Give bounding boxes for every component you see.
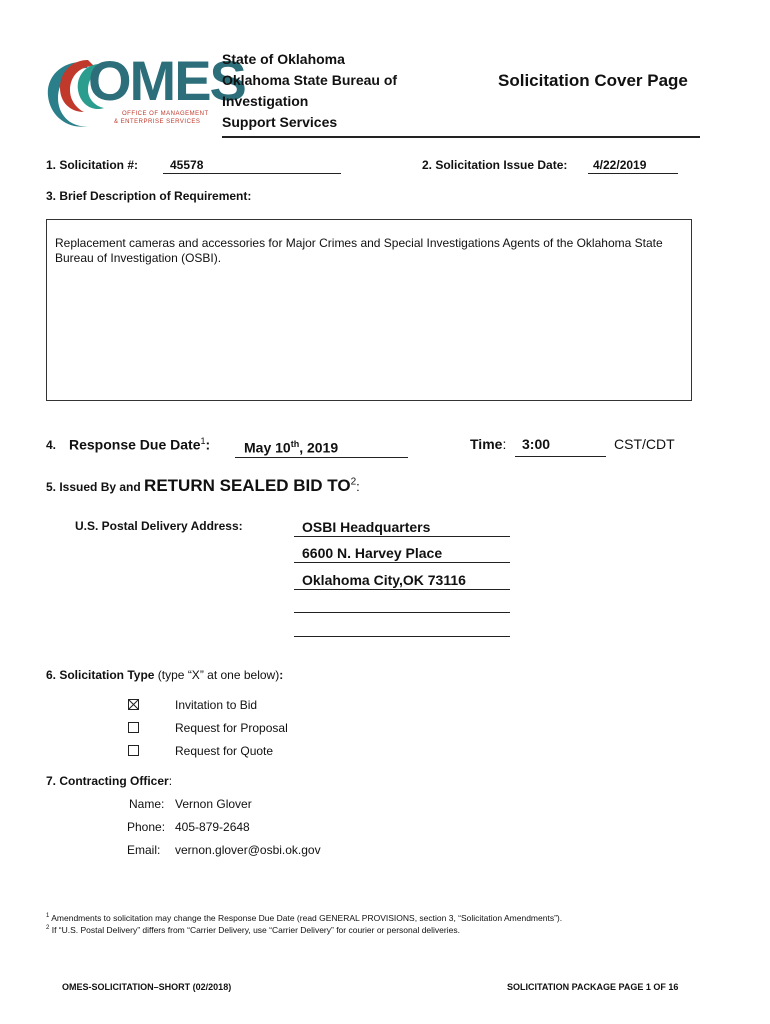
response-due-label: [69, 436, 210, 453]
response-due-label-text: Response Due Date: [69, 436, 201, 453]
time-label: [470, 436, 506, 452]
response-due-date: [244, 439, 338, 456]
time-label-text: Time: [470, 436, 503, 452]
response-due-ordinal: th: [290, 439, 300, 449]
return-sealed-bid-text: RETURN SEALED BID TO: [144, 476, 351, 495]
page-title: Solicitation Cover Page: [498, 71, 688, 90]
footnote-2: [46, 925, 460, 935]
postal-address-label: U.S. Postal Delivery Address:: [75, 519, 243, 533]
logo-subtitle-2: & ENTERPRISE SERVICES: [114, 119, 201, 125]
footnote-2-text: If “U.S. Postal Delivery” differs from “Carrier Delivery, use “Carrier Delivery” for courier or personal deliveries.: [49, 925, 460, 935]
footer-form-id: OMES-SOLICITATION–SHORT (02/2018): [62, 982, 232, 992]
solicitation-number: 45578: [170, 158, 204, 172]
contracting-officer-label: [46, 774, 172, 788]
header-divider: [222, 136, 700, 138]
solicitation-type-label-text: 6. Solicitation Type: [46, 668, 155, 682]
address-line-2: 6600 N. Harvey Place: [302, 545, 443, 561]
time-underline: [515, 456, 606, 457]
solicitation-type-instruction: (type “X” at one below): [154, 668, 280, 682]
officer-name-label: Name:: [129, 797, 165, 811]
address-line-1: OSBI Headquarters: [302, 519, 431, 535]
checked-x-icon: [129, 700, 138, 709]
response-due-year: , 2019: [299, 439, 339, 456]
logo-subtitle-1: OFFICE OF MANAGEMENT: [122, 111, 209, 117]
response-due-underline: [235, 457, 408, 458]
solicitation-type-label: [46, 668, 283, 682]
response-due-colon: :: [205, 436, 211, 453]
org-line-1: State of Oklahoma: [222, 51, 345, 67]
timezone: CST/CDT: [614, 436, 675, 452]
officer-phone-label: Phone:: [127, 820, 166, 834]
footnote-1-text: Amendments to solicitation may change the Response Due Date (read GENERAL PROVISIONS, section 3, “Solicitation Amendments”).: [49, 913, 563, 923]
address-line-1-underline: [294, 536, 510, 537]
solicitation-number-underline: [163, 173, 341, 174]
issued-by-text: 5. Issued By and: [46, 480, 145, 494]
org-line-2: Oklahoma State Bureau of: [222, 72, 398, 88]
response-due-month: May 10: [244, 439, 291, 456]
request-for-proposal-label: Request for Proposal: [175, 721, 288, 735]
footnote-2-mark: 2: [46, 925, 50, 932]
issued-by-colon: :: [356, 479, 360, 494]
issue-date-underline: [588, 173, 678, 174]
omes-logo: [42, 49, 245, 135]
solicitation-number-label: 1. Solicitation #:: [46, 158, 139, 172]
contracting-officer-colon: :: [168, 774, 173, 788]
description-box: [46, 219, 692, 401]
address-line-3-underline: [294, 589, 510, 590]
footer-page-info: SOLICITATION PACKAGE PAGE 1 OF 16: [507, 982, 679, 992]
officer-name: Vernon Glover: [175, 797, 252, 811]
description-label: 3. Brief Description of Requirement:: [46, 189, 252, 203]
solicitation-type-colon: :: [279, 668, 284, 682]
invitation-to-bid-label: Invitation to Bid: [175, 698, 258, 712]
issue-date: 4/22/2019: [593, 158, 647, 172]
footnote-ref-1: 1: [200, 436, 206, 446]
org-line-4: Support Services: [222, 114, 338, 130]
request-for-quote-label: Request for Quote: [175, 744, 274, 758]
address-line-4-underline: [294, 612, 510, 613]
time-value: 3:00: [522, 436, 551, 452]
invitation-to-bid-checkbox[interactable]: [128, 699, 139, 710]
contracting-officer-label-text: 7. Contracting Officer: [46, 774, 169, 788]
issued-by-label: [46, 476, 360, 496]
description-text: Replacement cameras and accessories for Major Crimes and Special Investigations Agents of the Oklahoma State Bureau of Investigation (OSBI).: [55, 236, 663, 265]
footnote-ref-2: 2: [350, 476, 357, 488]
footnote-1: [46, 913, 562, 923]
request-for-quote-checkbox[interactable]: [128, 745, 139, 756]
address-line-5-underline: [294, 636, 510, 637]
issue-date-label: 2. Solicitation Issue Date:: [422, 158, 568, 172]
footnote-1-mark: 1: [46, 913, 50, 920]
officer-phone: 405-879-2648: [175, 820, 250, 834]
logo-wordmark: OMES: [88, 49, 245, 112]
officer-email-label: Email:: [127, 843, 161, 857]
time-colon: :: [502, 436, 507, 452]
request-for-proposal-checkbox[interactable]: [128, 722, 139, 733]
org-line-3: Investigation: [222, 93, 309, 109]
address-line-3: Oklahoma City,OK 73116: [302, 572, 466, 588]
response-due-number: 4.: [46, 438, 57, 452]
officer-email[interactable]: vernon.glover@osbi.ok.gov: [175, 843, 321, 857]
address-line-2-underline: [294, 562, 510, 563]
